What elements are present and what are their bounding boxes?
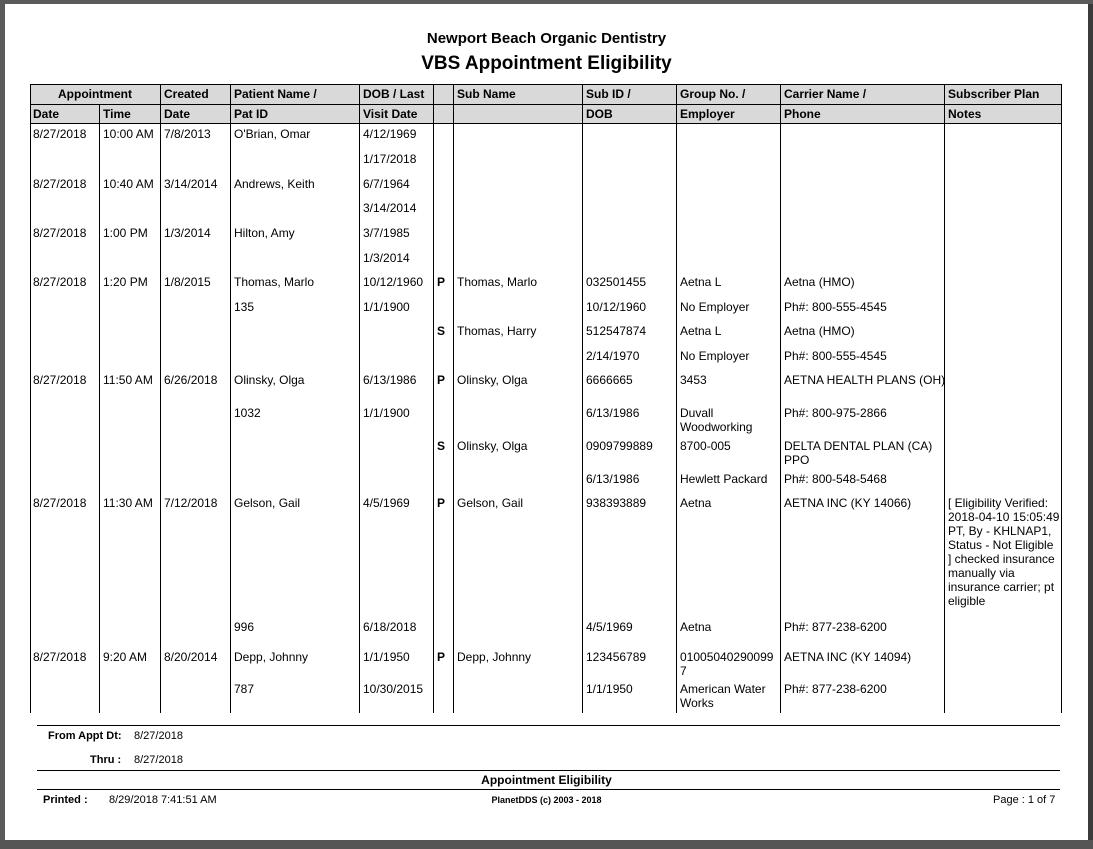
table-cell-subid-12: 0909799889 — [586, 439, 653, 453]
report-page — [5, 4, 1088, 840]
header-group-no: Group No. / — [680, 87, 746, 101]
table-cell-carrier-11: Ph#: 800-975-2866 — [784, 406, 887, 420]
table-cell-subid-13: 6/13/1986 — [586, 472, 640, 486]
table-cell-group-16: 01005040290099 7 — [680, 650, 774, 678]
table-cell-patient-17: 787 — [234, 682, 255, 696]
table-cell-carrier-7: Ph#: 800-555-4545 — [784, 300, 887, 314]
table-cell-date-2: 8/27/2018 — [33, 177, 87, 191]
table-cell-dob-0: 4/12/1969 — [363, 127, 417, 141]
table-cell-time-14: 11:30 AM — [103, 496, 153, 510]
table-cell-subname-10: Olinsky, Olga — [457, 373, 528, 387]
printed-label: Printed : — [43, 794, 88, 806]
table-cell-dob-15: 6/18/2018 — [363, 620, 417, 634]
copyright: PlanetDDS (c) 2003 - 2018 — [491, 795, 602, 805]
table-cell-patient-16: Depp, Johnny — [234, 650, 309, 664]
footer-rule-mid — [37, 770, 1060, 771]
table-cell-created-14: 7/12/2018 — [164, 496, 218, 510]
table-cell-dob-14: 4/5/1969 — [363, 496, 410, 510]
table-cell-patient-14: Gelson, Gail — [234, 496, 301, 510]
table-cell-dob-16: 1/1/1950 — [363, 650, 410, 664]
table-cell-dob-1: 1/17/2018 — [363, 152, 417, 166]
table-cell-subid-6: 032501455 — [586, 275, 647, 289]
table-cell-dob-3: 3/14/2014 — [363, 201, 417, 215]
header-sub-name: Sub Name — [457, 87, 516, 101]
table-cell-patient-0: O'Brian, Omar — [234, 127, 311, 141]
table-cell-subid-14: 938393889 — [586, 496, 647, 510]
table-cell-subid-10: 6666665 — [586, 373, 633, 387]
header-subscriber-plan: Subscriber Plan — [948, 87, 1040, 101]
table-cell-carrier-16: AETNA INC (KY 14094) — [784, 650, 912, 664]
table-cell-created-6: 1/8/2015 — [164, 275, 211, 289]
table-cell-time-0: 10:00 AM — [103, 127, 154, 141]
table-cell-carrier-10: AETNA HEALTH PLANS (OH) — [784, 373, 946, 387]
table-cell-subname-12: Olinsky, Olga — [457, 439, 528, 453]
table-cell-ps-6: P — [437, 275, 446, 289]
table-cell-subid-11: 6/13/1986 — [586, 406, 640, 420]
table-cell-patient-2: Andrews, Keith — [234, 177, 315, 191]
thru-label: Thru : — [90, 754, 122, 766]
table-cell-subid-8: 512547874 — [586, 324, 647, 338]
table-cell-time-4: 1:00 PM — [103, 226, 148, 240]
table-cell-subid-9: 2/14/1970 — [586, 349, 640, 363]
practice-name: Newport Beach Organic Dentistry — [426, 30, 667, 47]
table-cell-group-10: 3453 — [680, 373, 707, 387]
table-cell-time-16: 9:20 AM — [103, 650, 148, 664]
thru-value: 8/27/2018 — [134, 754, 183, 766]
page-number: Page : 1 of 7 — [993, 794, 1056, 806]
report-title: VBS Appointment Eligibility — [421, 53, 672, 74]
table-cell-time-2: 10:40 AM — [103, 177, 154, 191]
table-cell-date-0: 8/27/2018 — [33, 127, 87, 141]
table-cell-ps-12: S — [437, 439, 446, 453]
table-cell-group-12: 8700-005 — [680, 439, 731, 453]
page-shadow-bottom — [0, 840, 1093, 849]
table-cell-carrier-8: Aetna (HMO) — [784, 324, 855, 338]
header-employer: Employer — [680, 107, 735, 121]
table-cell-ps-8: S — [437, 324, 446, 338]
table-cell-group-9: No Employer — [680, 349, 750, 363]
table-cell-carrier-12: DELTA DENTAL PLAN (CA) PPO — [784, 439, 933, 467]
section-title: Appointment Eligibility — [481, 773, 612, 787]
table-cell-carrier-6: Aetna (HMO) — [784, 275, 855, 289]
table-cell-dob-5: 1/3/2014 — [363, 251, 410, 265]
table-cell-dob-6: 10/12/1960 — [363, 275, 424, 289]
header-dob-last: DOB / Last — [363, 87, 425, 101]
table-cell-subname-14: Gelson, Gail — [457, 496, 524, 510]
table-cell-group-6: Aetna L — [680, 275, 722, 289]
table-cell-date-16: 8/27/2018 — [33, 650, 87, 664]
table-cell-date-14: 8/27/2018 — [33, 496, 87, 510]
table-cell-dob-11: 1/1/1900 — [363, 406, 410, 420]
table-cell-time-10: 11:50 AM — [103, 373, 153, 387]
table-cell-patient-10: Olinsky, Olga — [234, 373, 305, 387]
table-cell-carrier-13: Ph#: 800-548-5468 — [784, 472, 887, 486]
table-cell-time-6: 1:20 PM — [103, 275, 148, 289]
table-cell-subid-15: 4/5/1969 — [586, 620, 633, 634]
table-cell-carrier-15: Ph#: 877-238-6200 — [784, 620, 887, 634]
table-cell-group-15: Aetna — [680, 620, 712, 634]
table-cell-subname-16: Depp, Johnny — [457, 650, 532, 664]
table-cell-patient-7: 135 — [234, 300, 255, 314]
from-label: From Appt Dt: — [48, 730, 122, 742]
table-cell-dob-10: 6/13/1986 — [363, 373, 417, 387]
table-cell-ps-10: P — [437, 373, 446, 387]
table-cell-ps-16: P — [437, 650, 446, 664]
table-cell-created-2: 3/14/2014 — [164, 177, 218, 191]
header-patient-name: Patient Name / — [234, 87, 317, 101]
table-cell-carrier-14: AETNA INC (KY 14066) — [784, 496, 912, 510]
table-cell-group-17: American Water Works — [680, 682, 766, 710]
table-cell-subname-8: Thomas, Harry — [457, 324, 537, 338]
table-cell-date-6: 8/27/2018 — [33, 275, 87, 289]
table-cell-carrier-9: Ph#: 800-555-4545 — [784, 349, 887, 363]
table-cell-patient-4: Hilton, Amy — [234, 226, 295, 240]
table-cell-group-14: Aetna — [680, 496, 712, 510]
table-cell-subname-6: Thomas, Marlo — [457, 275, 538, 289]
printed-value: 8/29/2018 7:41:51 AM — [109, 794, 217, 806]
table-cell-date-10: 8/27/2018 — [33, 373, 87, 387]
header-created-date: Date — [164, 107, 191, 121]
table-cell-notes-14: [ Eligibility Verified: 2018-04-10 15:05:49 PT, By - KHLNAP1, Status - Not Eligible ] checked insurance manually via insurance carrier; pt eligible — [948, 496, 1060, 608]
page-shadow-right — [1088, 4, 1093, 849]
table-cell-created-4: 1/3/2014 — [164, 226, 211, 240]
header-carrier-name: Carrier Name / — [784, 87, 867, 101]
table-cell-group-7: No Employer — [680, 300, 750, 314]
header-notes: Notes — [948, 107, 982, 121]
table-cell-subid-17: 1/1/1950 — [586, 682, 633, 696]
table-cell-dob-4: 3/7/1985 — [363, 226, 410, 240]
header-phone: Phone — [784, 107, 821, 121]
table-cell-created-16: 8/20/2014 — [164, 650, 218, 664]
header-appointment: Appointment — [58, 87, 132, 101]
table-cell-subid-7: 10/12/1960 — [586, 300, 647, 314]
footer-rule-top — [37, 725, 1060, 726]
table-cell-date-4: 8/27/2018 — [33, 226, 87, 240]
header-visit-date: Visit Date — [363, 107, 418, 121]
eligibility-table — [30, 84, 1062, 713]
header-date: Date — [33, 107, 60, 121]
table-cell-patient-15: 996 — [234, 620, 255, 634]
footer-rule-bottom — [37, 789, 1060, 790]
table-cell-group-13: Hewlett Packard — [680, 472, 768, 486]
table-cell-dob-2: 6/7/1964 — [363, 177, 410, 191]
table-cell-group-8: Aetna L — [680, 324, 722, 338]
table-cell-dob-7: 1/1/1900 — [363, 300, 410, 314]
table-cell-created-10: 6/26/2018 — [164, 373, 218, 387]
from-value: 8/27/2018 — [134, 730, 183, 742]
table-cell-patient-11: 1032 — [234, 406, 261, 420]
header-created: Created — [164, 87, 209, 101]
table-cell-group-11: Duvall Woodworking — [680, 406, 753, 434]
table-cell-carrier-17: Ph#: 877-238-6200 — [784, 682, 887, 696]
header-sub-id: Sub ID / — [586, 87, 631, 101]
header-time: Time — [103, 107, 131, 121]
header-pat-id: Pat ID — [234, 107, 269, 121]
header-dob: DOB — [586, 107, 613, 121]
table-cell-patient-6: Thomas, Marlo — [234, 275, 315, 289]
table-cell-created-0: 7/8/2013 — [164, 127, 211, 141]
table-cell-dob-17: 10/30/2015 — [363, 682, 424, 696]
table-cell-subid-16: 123456789 — [586, 650, 647, 664]
table-cell-ps-14: P — [437, 496, 446, 510]
